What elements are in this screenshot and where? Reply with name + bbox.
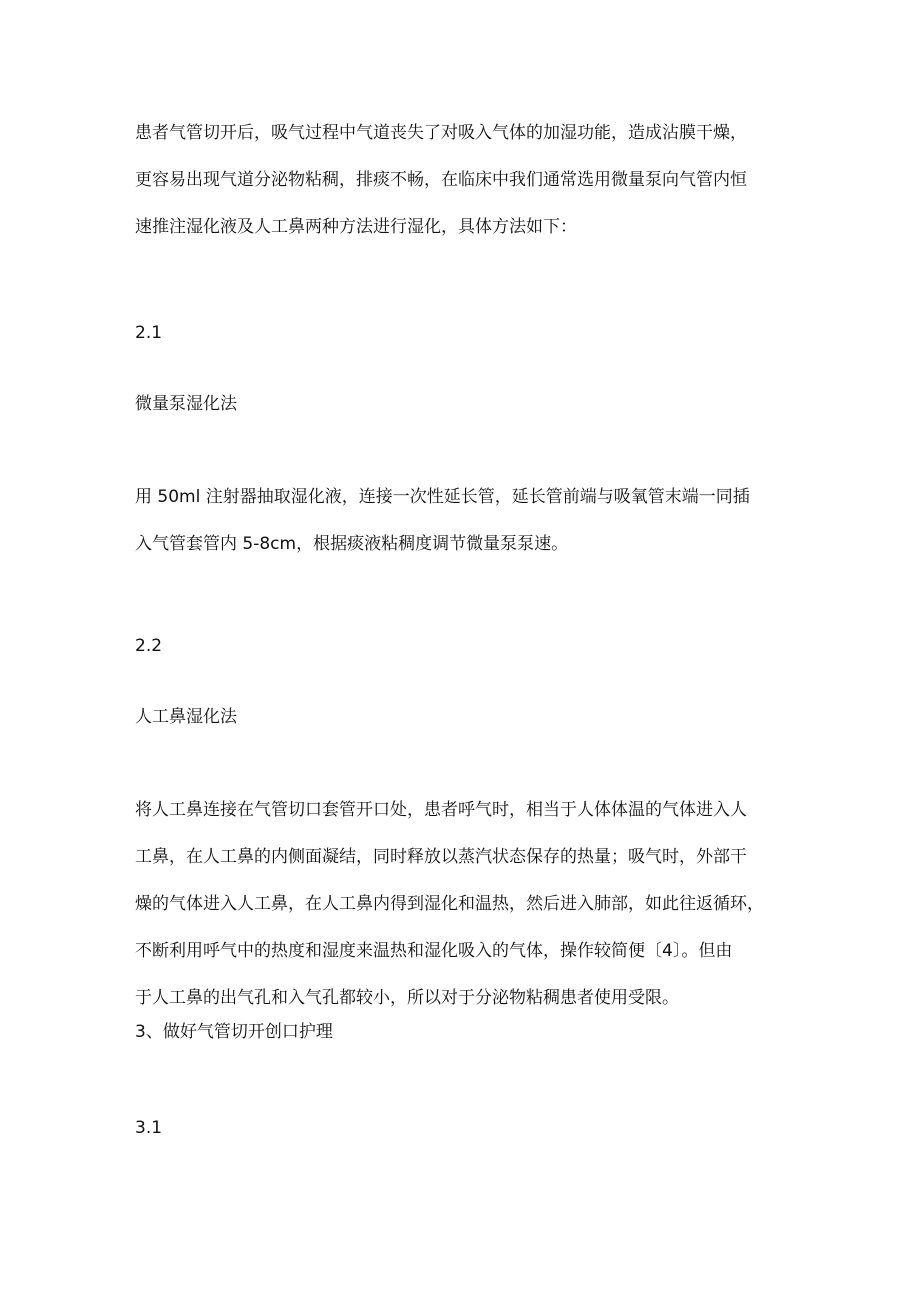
- section-2-2-number: 2.2: [135, 636, 163, 656]
- paragraph-line: 入气管套管内 5-8cm，根据痰液粘稠度调节微量泵泵速。: [135, 534, 569, 554]
- section-3-heading: 3、做好气管切开创口护理: [135, 1022, 333, 1042]
- paragraph-line: 工鼻，在人工鼻的内侧面凝结，同时释放以蒸汽状态保存的热量；吸气时，外部干: [135, 847, 747, 867]
- paragraph-line: 燥的气体进入人工鼻，在人工鼻内得到湿化和温热，然后进入肺部，如此往返循环，: [135, 894, 764, 914]
- section-2-1-number: 2.1: [135, 323, 163, 343]
- paragraph-line: 用 50ml 注射器抽取湿化液，连接一次性延长管，延长管前端与吸氧管末端一同插: [135, 487, 750, 507]
- intro-paragraph: [135, 122, 803, 239]
- paragraph-line: 患者气管切开后，吸气过程中气道丧失了对吸入气体的加湿功能，造成沾膜干燥，: [135, 123, 747, 143]
- section-2-2-body: [135, 799, 803, 1010]
- section-2-2-title: 人工鼻湿化法: [135, 707, 237, 727]
- paragraph-line: 于人工鼻的出气孔和入气孔都较小，所以对于分泌物粘稠患者使用受限。: [135, 988, 679, 1008]
- section-2-1-title: 微量泵湿化法: [135, 394, 237, 414]
- paragraph-line: 更容易出现气道分泌物粘稠，排痰不畅，在临床中我们通常选用微量泵向气管内恒: [135, 170, 747, 190]
- paragraph-line: 速推注湿化液及人工鼻两种方法进行湿化，具体方法如下：: [135, 217, 577, 237]
- section-3-1-number: 3.1: [135, 1118, 163, 1138]
- paragraph-line: 不断利用呼气中的热度和湿度来温热和湿化吸入的气体，操作较简便〔4〕。但由: [135, 941, 733, 961]
- section-2-1-body: [135, 486, 803, 556]
- paragraph-line: 将人工鼻连接在气管切口套管开口处，患者呼气时，相当于人体体温的气体进入人: [135, 800, 747, 820]
